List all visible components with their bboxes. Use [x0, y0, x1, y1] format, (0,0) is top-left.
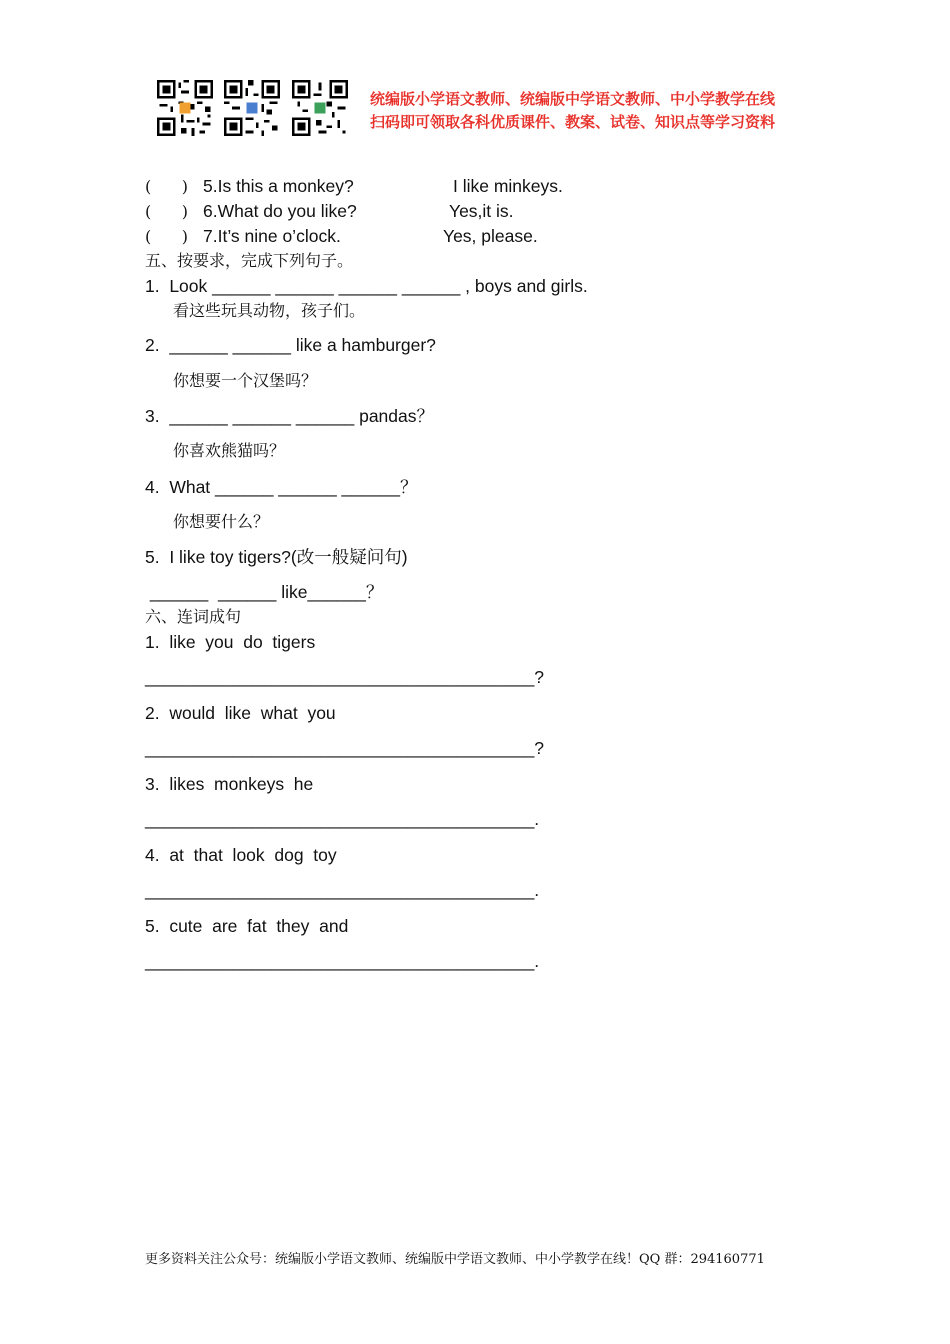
- s6-item-3-blank: ________________________________________.: [145, 809, 540, 829]
- s6-item-2-blank: ________________________________________?: [145, 738, 545, 758]
- s5-item-5-en: 5. I like toy tigers?(改一般疑问句): [145, 547, 408, 567]
- s5-item-1-cn: 看这些玩具动物，孩子们。: [173, 301, 366, 320]
- s5-item-2-cn: 你想要一个汉堡吗？: [173, 371, 318, 390]
- s5-item-4-en: 4. What ______ ______ ______？: [145, 477, 418, 497]
- s5-item-2-en: 2. ______ ______ like a hamburger?: [145, 335, 436, 355]
- matching-answer: Yes, please.: [443, 226, 538, 246]
- s5-item-4-cn: 你想要什么？: [173, 512, 270, 531]
- answer-paren: ( ): [145, 227, 188, 246]
- s5-item-5-answer: ______ ______ like______？: [145, 582, 384, 602]
- s6-item-4-words: 4. at that look dog toy: [145, 845, 337, 865]
- s6-item-1-words: 1. like you do tigers: [145, 632, 316, 652]
- qr-code-1: [157, 80, 213, 136]
- promo-line-1: 统编版小学语文教师、统编版中学语文教师、中小学教学在线: [370, 90, 776, 108]
- section-5-title: 五、按要求，完成下列句子。: [145, 251, 354, 270]
- qr-code-2: [224, 80, 280, 136]
- matching-question: 6.What do you like?: [203, 201, 357, 221]
- matching-item-6: [145, 200, 514, 223]
- matching-answer: I like minkeys.: [453, 176, 563, 196]
- answer-paren: ( ): [145, 202, 188, 221]
- footer-note: 更多资料关注公众号：统编版小学语文教师、统编版中学语文教师、中小学教学在线！QQ 群：294160771: [145, 1252, 765, 1267]
- qr-code-3: [292, 80, 348, 136]
- s6-item-4-blank: ________________________________________.: [145, 880, 540, 900]
- answer-paren: ( ): [145, 177, 188, 196]
- section-6-title: 六、连词成句: [145, 607, 242, 626]
- s5-item-3-cn: 你喜欢熊猫吗？: [173, 441, 286, 460]
- s5-item-1-en: 1. Look ______ ______ ______ ______ , boys and girls.: [145, 276, 588, 296]
- s6-item-5-blank: ________________________________________.: [145, 951, 540, 971]
- s5-item-3-en: 3. ______ ______ ______ pandas？: [145, 406, 435, 426]
- s6-item-5-words: 5. cute are fat they and: [145, 916, 349, 936]
- promo-line-2: 扫码即可领取各科优质课件、教案、试卷、知识点等学习资料: [370, 113, 776, 131]
- matching-question: 5.Is this a monkey?: [203, 176, 354, 196]
- matching-question: 7.It’s nine o’clock.: [203, 226, 341, 246]
- s6-item-2-words: 2. would like what you: [145, 703, 336, 723]
- matching-item-5: [145, 175, 563, 198]
- s6-item-3-words: 3. likes monkeys he: [145, 774, 314, 794]
- matching-item-7: [145, 225, 538, 248]
- s6-item-1-blank: ________________________________________?: [145, 667, 545, 687]
- matching-answer: Yes,it is.: [449, 201, 514, 221]
